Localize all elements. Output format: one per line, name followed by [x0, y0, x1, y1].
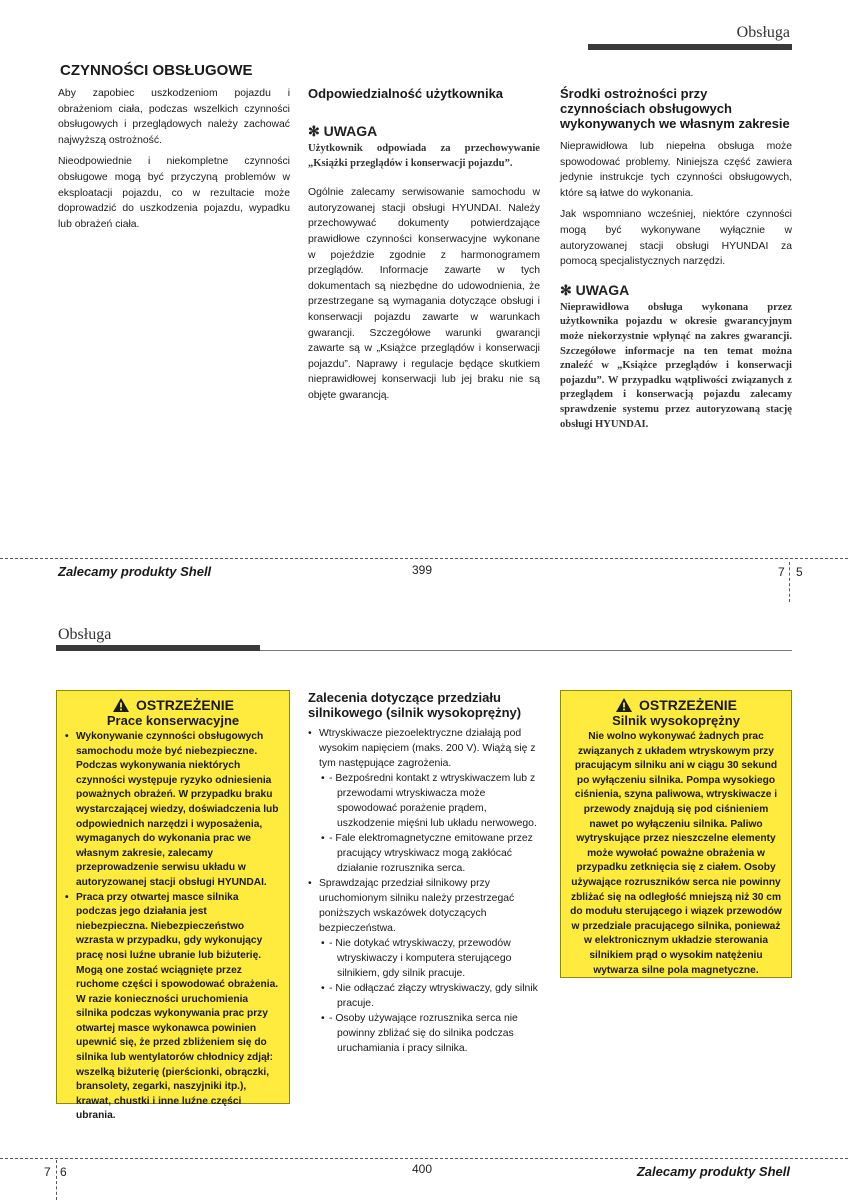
col3-paragraph-2: Jak wspomniano wcześniej, niektóre czynności mogą być wykonywane wyłącznie w autoryzowanej stacji obsługi HYUNDAI za pomocą specjalistycznych narzędzi. [560, 209, 792, 268]
engine-bay-sub-2-3: • - Osoby używające rozrusznika serca nie powinny zbliżać się do silnika podczas uruchamiania i pracy silnika. [329, 1011, 546, 1056]
bottom-footer-dash-line [0, 1158, 848, 1159]
top-col2 [308, 86, 540, 410]
warning1-item-2: • Praca przy otwartej masce silnika podczas jego działania jest niebezpieczna. Niebezpieczeństwo wzrasta w przypadku, gdy wykonujący pracę nosi luźne ubranie lub biżuterię. Mogą one zostać wciągnięte przez ruchome części i spowodować obrażenia. W razie konieczności uruchomienia silnika podczas wykonywania prac przy otwartej masce wykonawca powinien upewnić się, że przed zbliżeniem się do silnika lub wentylatorów chłodnicy zdjął: wszelką biżuterię (pierścionki, obrączki, bransolety, zegarki, naszyjniki itp.), krawat, chustki i inne luźne części ubrania. [65, 891, 281, 1125]
col2-paragraph: Ogólnie zalecamy serwisowanie samochodu w autoryzowanej stacji obsługi HYUNDAI. Należy przechowywać dokumenty potwierdzające prawidłowe czynności konserwacyjne wykonane w pojeździe zgodnie z harmonogramem przeglądów. Informacje zawarte w tych dokumentach są niezbędne do udowodnienia, że przestrzegane są wymagania dotyczące obsługi i konserwacji pojazdu zawarte w warunkach gwarancji. Szczegółowe warunki gwarancji zawarte są w „Książce przeglądów i konserwacji pojazdu”. Naprawy i regulacje będące skutkiem nieprawidłowej konserwacji lub jej braku nie są objęte gwarancją. [308, 187, 540, 401]
engine-bay-list [308, 726, 546, 1056]
bottom-page-header: Obsługa [58, 626, 112, 643]
warning1-header [65, 697, 281, 713]
top-footer-brand: Zalecamy produkty Shell [58, 564, 212, 579]
top-col1 [58, 86, 290, 238]
engine-bay-sub-1-2: • - Fale elektromagnetyczne emitowane przez pracujący wtryskiwacz mogą zakłócać działanie rozrusznika serca. [329, 831, 546, 876]
warning1-title: OSTRZEŻENIE [135, 697, 234, 713]
col3-uwaga-body: Nieprawidłowa obsługa wykonana przez użytkownika pojazdu w okresie gwarancyjnym może niekorzystnie wpłynąć na zakres gwarancji. Szczegółowe informacje na ten temat można znaleźć w „Książce przeglądów i konserwacji pojazdu”. W przypadku wątpliwości związanych z przeglądem i konserwacją pojazdu zalecamy sprawdzenie systemu przez autoryzowaną stację obsługi HYUNDAI. [560, 301, 792, 430]
bottom-col2 [308, 690, 546, 1056]
bottom-chapter-page: 6 [60, 1165, 67, 1179]
col2-title: Odpowiedzialność użytkownika [308, 86, 504, 101]
warning1-item-1: • Wykonywanie czynności obsługowych samochodu może być niebezpieczne. Podczas wykonywania niektórych czynności występuje ryzyko odniesienia poważnych obrażeń. W przypadku braku wystarczającej wiedzy, doświadczenia lub odpowiednich narzędzi i wyposażenia, wymaganych do wykonania prac we własnym zakresie, zalecamy przeprowadzenie serwisu układu w autoryzowanej stacji obsługi HYUNDAI. [65, 730, 281, 891]
col3-uwaga-heading: ✻ UWAGA [560, 281, 630, 298]
engine-bay-item-1 [308, 726, 546, 876]
bottom-header-thin-rule [260, 650, 792, 651]
top-col3 [560, 86, 792, 442]
col2-uwaga-body: Użytkownik odpowiada za przechowywanie „Książki przeglądów i konserwacji pojazdu”. [308, 143, 540, 169]
section-title: CZYNNOŚCI OBSŁUGOWE [60, 62, 253, 79]
engine-bay-item-1-text: Wtryskiwacze piezoelektryczne działają pod wysokim napięciem (maks. 200 V). Wiążą się z tym następujące zagrożenia. [319, 728, 536, 769]
top-header-rule [588, 44, 792, 50]
warning-triangle-icon [112, 697, 130, 713]
bottom-chapter-divider [56, 1160, 57, 1200]
col3-paragraph-1: Nieprawidłowa lub niepełna obsługa może spowodować problemy. Niniejsza część zawiera jedynie instrukcje tych czynności obsługowych, które są łatwe do wykonania. [560, 141, 792, 199]
engine-bay-item-2 [308, 876, 546, 1056]
top-chapter-number: 7 [778, 565, 785, 579]
bottom-page-number: 400 [412, 1162, 433, 1176]
bottom-footer-brand: Zalecamy produkty Shell [636, 1164, 790, 1179]
warning1-subtitle: Prace konserwacyjne [106, 713, 240, 728]
col1-paragraph-1: Aby zapobiec uszkodzeniom pojazdu i obrażeniom ciała, podczas wszelkich czynności obsługowych i przeglądowych należy zachować najwyższą ostrożność. [58, 88, 290, 146]
top-chapter-divider [789, 562, 790, 602]
warning1-list [65, 730, 281, 1124]
col2-uwaga-heading: ✻ UWAGA [308, 123, 378, 139]
warning-triangle-icon [615, 697, 633, 713]
col3-title: Środki ostrożności przy czynnościach obsługowych wykonywanych we własnym zakresie [560, 86, 790, 131]
warning-box-diesel [560, 690, 792, 978]
warning2-text: Nie wolno wykonywać żadnych prac związanych z układem wtryskowym przy pracującym silniku ani w ciągu 30 sekund po wyłączeniu silnika. Pompa wysokiego ciśnienia, szyna paliwowa, wtryskiwacze i przewody znajdują się pod ciśnieniem nawet po wyłączeniu silnika. Paliwo wytryskujące przez nieszczelne elementy może wywołać poważne obrażenia w przypadku zetknięcia się z ciałem. Osoby używające rozruszników serca nie powinny zbliżać się na odległość mniejszą niż 30 cm do modułu sterującego i wiązek przewodów w przedziale pracującego silnika, ponieważ w elektronicznym układzie sterowania silnikiem prąd o wysokim natężeniu wytwarza silne pola magnetyczne. [570, 731, 782, 976]
engine-bay-sub-2-1: • - Nie dotykać wtryskiwaczy, przewodów wtryskiwaczy i komputera sterującego silnikiem, gdy silnik pracuje. [329, 936, 546, 981]
bottom-chapter-number: 7 [44, 1165, 51, 1179]
engine-bay-title: Zalecenia dotyczące przedziału silnikowego (silnik wysokoprężny) [308, 690, 522, 720]
warning-box-maintenance [56, 690, 290, 1122]
warning2-header [569, 697, 783, 713]
warning2-subtitle: Silnik wysokoprężny [612, 713, 740, 728]
engine-bay-item-1-subs [319, 771, 546, 876]
engine-bay-sub-1-1: • - Bezpośredni kontakt z wtryskiwaczem lub z przewodami wtryskiwacza może spowodować porażenie prądem, uszkodzenie mięśni lub układu nerwowego. [329, 771, 546, 831]
bottom-header-rule [56, 645, 260, 651]
top-page-header: Obsługa [736, 24, 790, 41]
engine-bay-item-2-subs [319, 936, 546, 1056]
col1-paragraph-2: Nieodpowiednie i niekompletne czynności obsługowe mogą być przyczyną problemów w eksploatacji pojazdu, co w rezultacie może doprowadzić do uszkodzenia pojazdu, wypadku lub obrażeń ciała. [58, 156, 290, 230]
top-chapter-page: 5 [796, 565, 803, 579]
engine-bay-sub-2-2: • - Nie odłączać złączy wtryskiwaczy, gdy silnik pracuje. [329, 981, 546, 1011]
engine-bay-item-2-text: Sprawdzając przedział silnikowy przy uruchomionym silniku należy przestrzegać poniższych wskazówek dotyczących bezpieczeństwa. [319, 878, 515, 934]
warning2-title: OSTRZEŻENIE [638, 697, 737, 713]
top-footer-dash-line [0, 558, 848, 559]
top-page-number: 399 [412, 563, 433, 577]
